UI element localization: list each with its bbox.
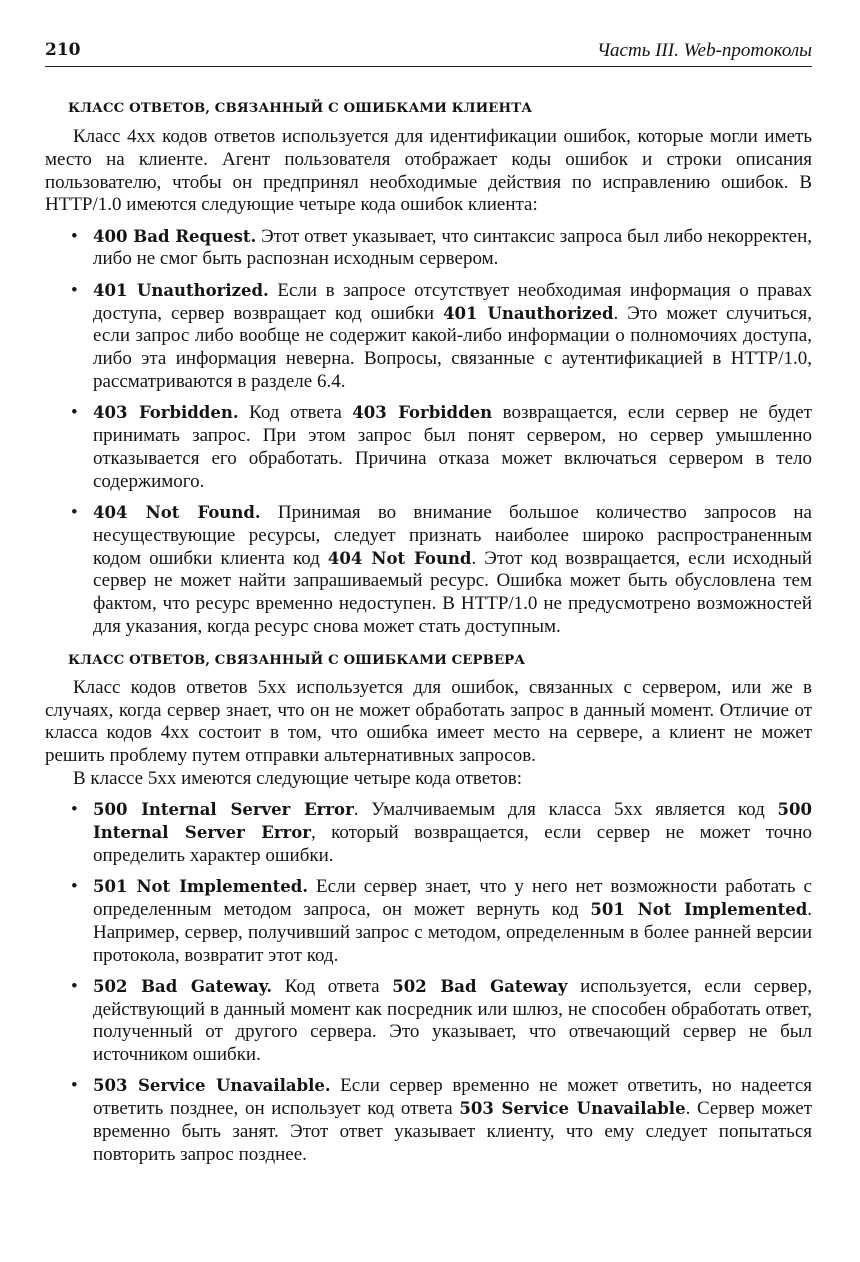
code-reference: 501 Not Implemented (590, 899, 808, 919)
bullet-icon: • (71, 876, 78, 898)
code-reference: 500 Internal Server Error (93, 800, 812, 843)
list-item (45, 976, 812, 1067)
running-head (45, 34, 812, 67)
code-reference: 404 Not Found (327, 548, 472, 568)
code-description: возвращается, если сервер не будет принимать запрос. При этом запрос был понят сервером, но сервер умышленно отказывается его обработать. Причина отказа может включаться сервером в тело содержимого. (93, 402, 812, 492)
code-term: 401 Unauthorized. (93, 280, 269, 300)
list-item (45, 402, 812, 493)
book-page (45, 34, 812, 1167)
list-item (45, 226, 812, 272)
list-item (45, 280, 812, 394)
server-errors-intro-2: В классе 5xx имеются следующие четыре кода ответов: (73, 767, 523, 789)
code-reference: 401 Unauthorized (443, 303, 614, 323)
bullet-icon: • (71, 1075, 78, 1097)
code-description: Код ответа (238, 402, 353, 424)
code-description: Если сервер знает, что у него нет возможности работать с определенным методом запроса, он может вернуть код (93, 876, 812, 920)
bullet-icon: • (71, 975, 78, 997)
bullet-icon: • (71, 799, 78, 821)
code-description: , который возвращается, если сервер не может точно определить характер ошибки. (93, 822, 812, 866)
code-description: . Умалчиваемым для класса 5xx является код (353, 799, 778, 821)
code-description: . Это может случиться, если запрос либо вообще не содержит какой-либо информации о полномочиях доступа, либо эта информация неверна. Вопросы, связанные с аутентификацией в HTTP/1.0, рассматриваются в разделе 6.4. (93, 302, 813, 392)
code-term: 404 Not Found. (93, 502, 261, 522)
client-errors-intro: Класс 4xx кодов ответов используется для идентификации ошибок, которые могли иметь место на клиенте. Агент пользователя отображает коды ошибок и строки описания пользователю, чтобы он предпринял необходимые действия по исправлению ошибок. В HTTP/1.0 имеются следующие четыре кода ошибок клиента: (45, 126, 812, 216)
code-description: Если сервер временно не может ответить, но надеется ответить позднее, он использует код ответа (93, 1075, 812, 1120)
code-term: 501 Not Implemented. (93, 877, 309, 897)
code-term: 502 Bad Gateway. (93, 976, 273, 996)
page-number: 210 (45, 40, 81, 60)
code-description: используется, если сервер, действующий в данный момент как посредник или шлюз, не способен обработать ответ, полученный от другого сервера. Это указывает, что отвечающий сервер не был источником ошибки. (93, 975, 812, 1066)
code-description: Код ответа (272, 975, 393, 997)
code-reference: 502 Bad Gateway (392, 976, 568, 996)
bullet-icon: • (71, 279, 78, 301)
running-title: Часть III. Web-протоколы (596, 40, 812, 61)
server-error-code-list (45, 799, 812, 1166)
client-error-code-list (45, 226, 812, 639)
code-term: 503 Service Unavailable. (93, 1076, 331, 1096)
code-description: Если в запросе отсутствует необходимая информация о правах доступа, сервер возвращает код ошибки (93, 279, 812, 324)
section-heading-server-errors: КЛАСС ОТВЕТОВ, СВЯЗАННЫЙ С ОШИБКАМИ СЕРВЕРА (68, 652, 526, 668)
code-term: 403 Forbidden. (93, 403, 239, 423)
code-description: . Например, сервер, получивший запрос с методом, определенным в более ранней версии протокола, возвратит этот код. (93, 898, 813, 966)
list-item (45, 876, 812, 967)
code-term: 500 Internal Server Error (93, 800, 354, 820)
list-item (45, 502, 812, 639)
code-description: Этот ответ указывает, что синтаксис запроса был либо некорректен, либо не смог быть распознан исходным сервером. (93, 225, 812, 270)
list-item (45, 1075, 812, 1166)
code-description: . Этот код возвращается, если исходный сервер не может найти запрашиваемый ресурс. Ошибка может быть обусловлена тем фактом, что ресурс временно недоступен. В HTTP/1.0 не предусмотрено возможностей для указания, когда ресурс снова может стать доступным. (93, 547, 813, 637)
code-term: 400 Bad Request. (93, 226, 257, 246)
server-errors-intro: Класс кодов ответов 5xx используется для ошибок, связанных с сервером, или же в случаях, когда сервер знает, что он не может обработать запрос в данный момент. Отличие от класса кодов 4xx состоит в том, что ошибка имеет место на сервере, а клиент не может решить проблему путем отправки альтернативных запросов. (45, 676, 812, 767)
section-heading-client-errors: КЛАСС ОТВЕТОВ, СВЯЗАННЫЙ С ОШИБКАМИ КЛИЕНТА (68, 101, 533, 116)
code-description: . Сервер может временно быть занят. Этот ответ указывает клиенту, что ему следует попытаться повторить запрос позднее. (93, 1098, 813, 1165)
code-reference: 503 Service Unavailable (459, 1099, 686, 1119)
bullet-icon: • (71, 501, 78, 523)
code-reference: 403 Forbidden (352, 403, 493, 423)
bullet-icon: • (71, 402, 78, 424)
list-item (45, 799, 812, 867)
code-description: Принимая во внимание большое количество запросов на несуществующие ресурсы, следует признать наиболее широко распространенным кодом ошибки клиента код (93, 501, 812, 569)
bullet-icon: • (71, 225, 78, 247)
